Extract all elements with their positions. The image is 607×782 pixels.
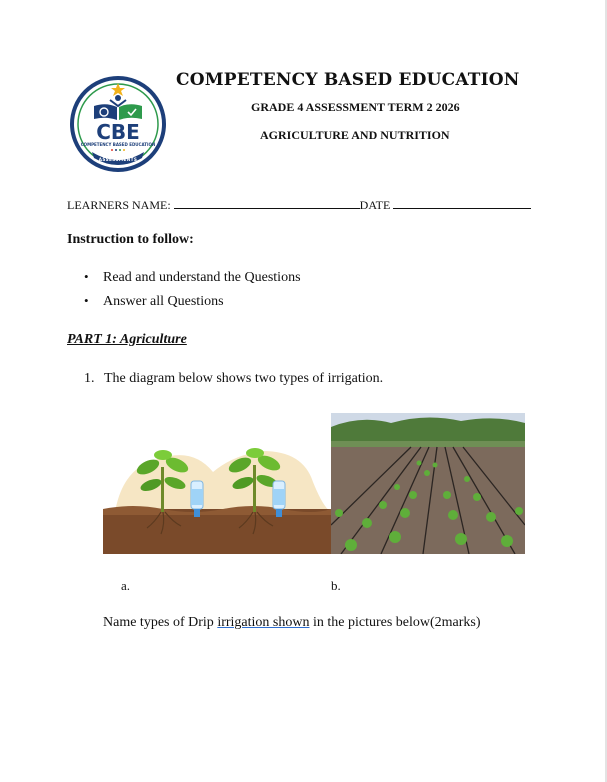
logo-tagline: COMPETENCY BASED EDUCATION xyxy=(80,142,156,147)
logo-acronym: CBE xyxy=(96,120,140,144)
logo-arc-text: ASSESSMENTS xyxy=(98,157,138,162)
date-blank[interactable] xyxy=(393,198,531,209)
assessment-subtitle: GRADE 4 ASSESSMENT TERM 2 2026 xyxy=(251,100,460,114)
learner-info-line xyxy=(67,198,531,213)
label-a: a. xyxy=(121,578,131,593)
label-b: b. xyxy=(331,578,341,593)
date-label: DATE xyxy=(359,198,391,212)
learner-name-blank[interactable] xyxy=(174,198,360,209)
instructions-list xyxy=(84,270,301,318)
instruction-item: • Read and understand the Questions xyxy=(84,270,301,294)
prompt-before: Name types of Drip xyxy=(103,615,218,630)
instruction-item: • Answer all Questions xyxy=(84,294,301,318)
drip-line-field-image xyxy=(331,413,525,554)
question-1 xyxy=(84,371,383,387)
prompt-spellcheck-marked: irrigation shown xyxy=(217,615,310,630)
question-prompt xyxy=(103,615,481,631)
prompt-after: in the pictures below(2marks) xyxy=(309,615,481,630)
bottle-drip-irrigation-image xyxy=(103,437,331,554)
question-number: 1. xyxy=(84,371,95,386)
cbe-logo xyxy=(70,76,166,172)
document-title: COMPETENCY BASED EDUCATION xyxy=(176,70,520,90)
question-text: The diagram below shows two types of irrigation. xyxy=(104,371,384,386)
instructions-heading: Instruction to follow: xyxy=(67,232,194,247)
learner-name-label: LEARNERS NAME: xyxy=(67,198,171,212)
part1-heading: PART 1: Agriculture xyxy=(67,332,187,347)
subject-title: AGRICULTURE AND NUTRITION xyxy=(260,128,450,142)
